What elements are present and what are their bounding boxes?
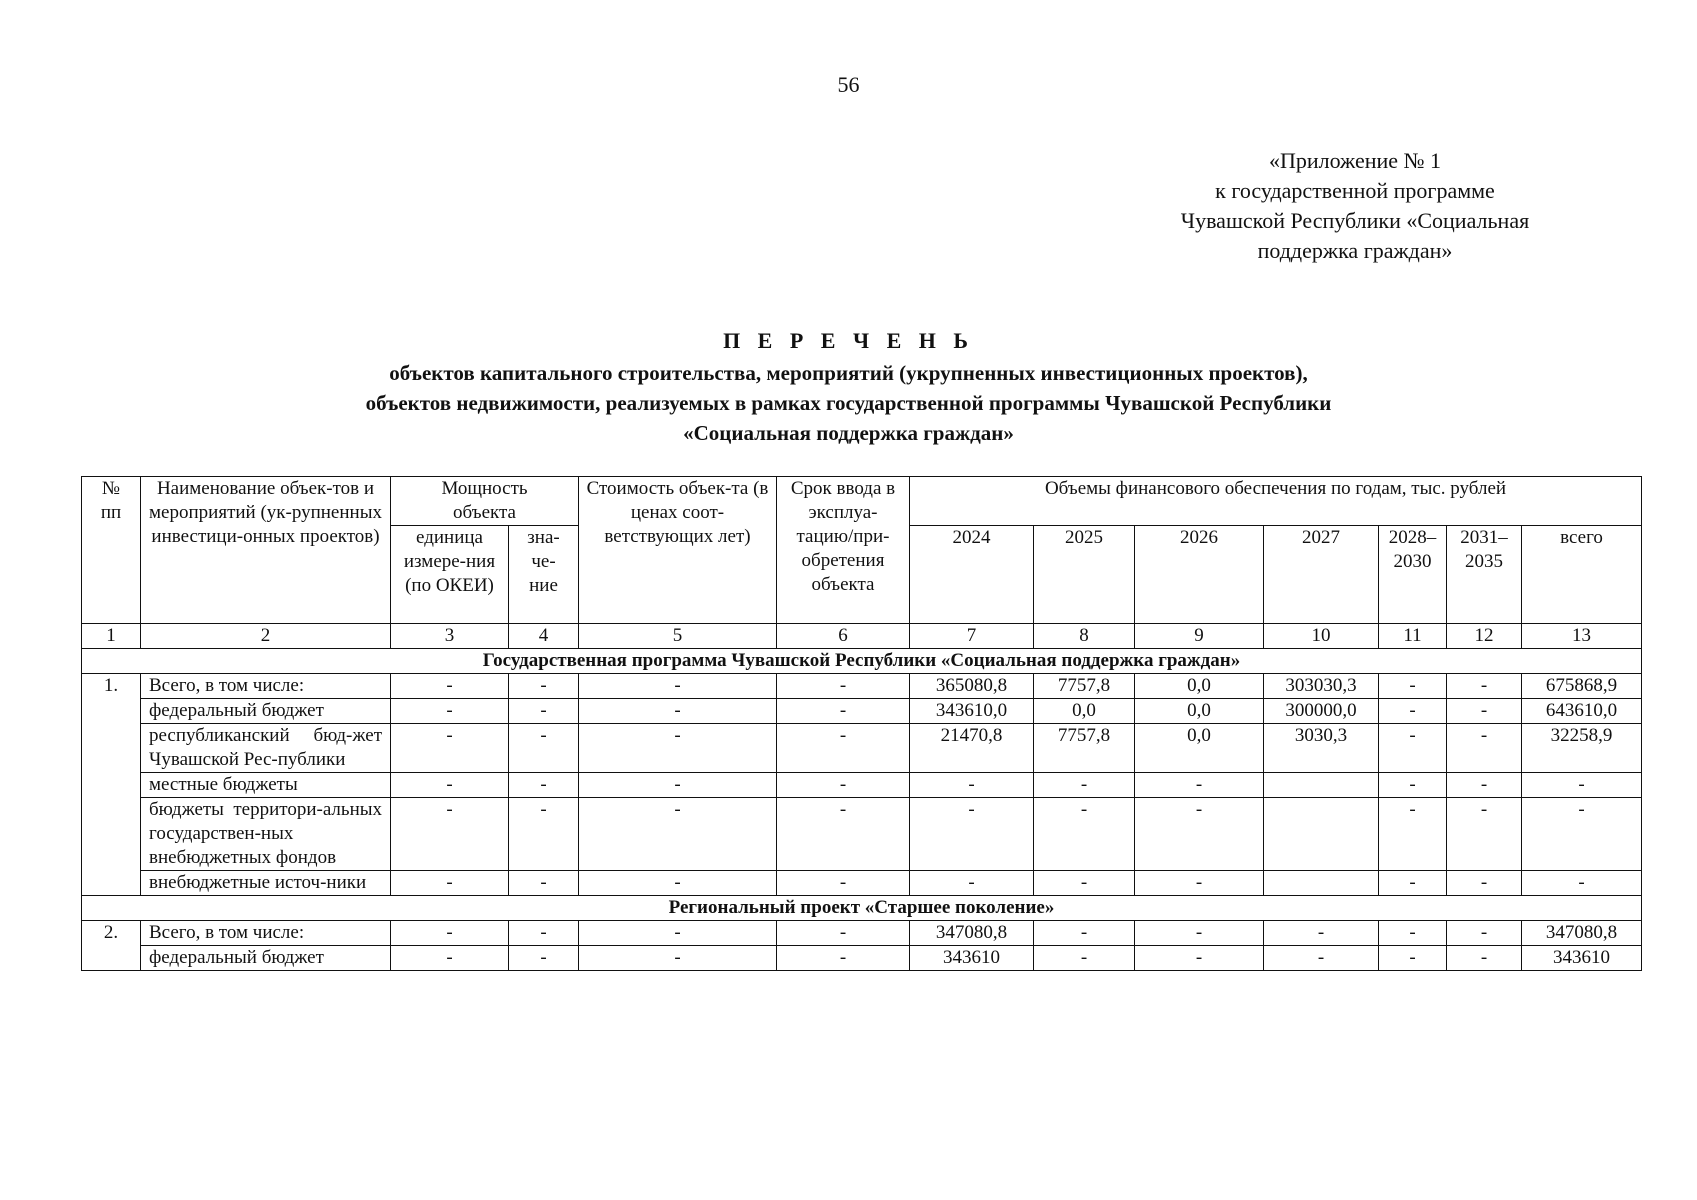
cell: - <box>579 871 777 896</box>
cell: - <box>509 871 579 896</box>
cell: - <box>777 798 910 871</box>
column-number: 3 <box>391 624 509 649</box>
cell: - <box>509 946 579 971</box>
cell: 0,0 <box>1135 724 1264 773</box>
column-number: 1 <box>82 624 141 649</box>
cell: - <box>579 921 777 946</box>
row-label: республиканский бюд-жет Чувашской Рес-публики <box>141 724 391 773</box>
header-2025: 2025 <box>1034 526 1135 624</box>
cell: - <box>579 798 777 871</box>
cell: 7757,8 <box>1034 724 1135 773</box>
cell: - <box>1264 946 1379 971</box>
cell: 675868,9 <box>1522 674 1642 699</box>
cell: - <box>1522 773 1642 798</box>
cell: - <box>910 798 1034 871</box>
cell: - <box>777 699 910 724</box>
cell: - <box>1135 946 1264 971</box>
appendix-line: к государственной программе <box>1215 178 1495 203</box>
cell: - <box>777 871 910 896</box>
row-label: Всего, в том числе: <box>141 674 391 699</box>
cell: - <box>777 674 910 699</box>
column-number: 13 <box>1522 624 1642 649</box>
header-name: Наименование объек-тов и мероприятий (ук-рупненных инвестици-онных проектов) <box>141 477 391 624</box>
cell: 300000,0 <box>1264 699 1379 724</box>
cell: - <box>579 946 777 971</box>
appendix-line: «Приложение № 1 <box>1268 148 1442 173</box>
appendix-line: поддержка граждан» <box>1257 238 1453 263</box>
row-label: федеральный бюджет <box>141 699 391 724</box>
cell: - <box>1379 798 1447 871</box>
header-num: № пп <box>82 477 141 624</box>
cell: 643610,0 <box>1522 699 1642 724</box>
cell: - <box>1447 871 1522 896</box>
cell: - <box>391 724 509 773</box>
header-unit: единица измере-ния (по ОКЕИ) <box>391 526 509 624</box>
cell: - <box>777 921 910 946</box>
table-row <box>82 921 1642 946</box>
header-2028-2030: 2028–2030 <box>1379 526 1447 624</box>
header-capacity: Мощность объекта <box>391 477 579 526</box>
section-row <box>82 896 1642 921</box>
table-row <box>82 946 1642 971</box>
cell: - <box>1135 798 1264 871</box>
header-term: Срок ввода в эксплуа-тацию/при-обретения объекта <box>777 477 910 624</box>
section-row <box>82 649 1642 674</box>
cell: 3030,3 <box>1264 724 1379 773</box>
subtitle-line: «Социальная поддержка граждан» <box>683 421 1014 445</box>
row-number: 1. <box>82 674 141 896</box>
cell: - <box>1447 674 1522 699</box>
cell: - <box>1034 946 1135 971</box>
table-row <box>82 871 1642 896</box>
cell: - <box>1379 946 1447 971</box>
cell: - <box>1135 871 1264 896</box>
cell: - <box>1522 871 1642 896</box>
cell: 0,0 <box>1034 699 1135 724</box>
header-total: всего <box>1522 526 1642 624</box>
appendix-line: Чувашской Республики «Социальная <box>1180 208 1530 233</box>
cell: 343610 <box>1522 946 1642 971</box>
cell: - <box>1264 921 1379 946</box>
objects-table <box>81 476 1642 971</box>
cell: - <box>1034 773 1135 798</box>
column-number: 6 <box>777 624 910 649</box>
table-row <box>82 798 1642 871</box>
cell: 347080,8 <box>910 921 1034 946</box>
cell <box>1264 798 1379 871</box>
table-row <box>82 724 1642 773</box>
cell: 32258,9 <box>1522 724 1642 773</box>
cell: - <box>1379 724 1447 773</box>
cell: - <box>1135 773 1264 798</box>
subtitle-line: объектов недвижимости, реализуемых в рамках государственной программы Чувашской Республики <box>365 391 1332 415</box>
cell <box>1264 773 1379 798</box>
cell: - <box>1034 871 1135 896</box>
cell: - <box>391 699 509 724</box>
cell: - <box>1447 773 1522 798</box>
header-row <box>82 477 1642 526</box>
table-row <box>82 699 1642 724</box>
column-number: 12 <box>1447 624 1522 649</box>
cell: - <box>1379 773 1447 798</box>
cell: - <box>1379 871 1447 896</box>
cell: - <box>509 921 579 946</box>
cell: 0,0 <box>1135 699 1264 724</box>
column-number: 4 <box>509 624 579 649</box>
cell: - <box>391 921 509 946</box>
cell: 343610 <box>910 946 1034 971</box>
header-2031-2035: 2031–2035 <box>1447 526 1522 624</box>
cell: - <box>1447 798 1522 871</box>
cell: - <box>509 699 579 724</box>
column-number: 9 <box>1135 624 1264 649</box>
cell: - <box>1447 724 1522 773</box>
cell: - <box>391 674 509 699</box>
cell: - <box>1447 699 1522 724</box>
cell: 365080,8 <box>910 674 1034 699</box>
cell: - <box>391 871 509 896</box>
section-title: Региональный проект «Старшее поколение» <box>82 896 1642 921</box>
cell: - <box>509 798 579 871</box>
page-number: 56 <box>837 72 860 97</box>
cell: - <box>910 773 1034 798</box>
cell: - <box>579 724 777 773</box>
appendix-note <box>1120 146 1590 266</box>
cell: - <box>1447 921 1522 946</box>
column-numbers-row <box>82 624 1642 649</box>
cell: 21470,8 <box>910 724 1034 773</box>
column-number: 7 <box>910 624 1034 649</box>
document-subtitle <box>0 358 1697 448</box>
cell <box>1264 871 1379 896</box>
cell: - <box>579 674 777 699</box>
cell: - <box>910 871 1034 896</box>
row-number: 2. <box>82 921 141 971</box>
cell: - <box>509 724 579 773</box>
cell: - <box>1379 921 1447 946</box>
row-label: местные бюджеты <box>141 773 391 798</box>
row-label: Всего, в том числе: <box>141 921 391 946</box>
cell: - <box>1379 674 1447 699</box>
cell: - <box>1034 921 1135 946</box>
cell: - <box>579 699 777 724</box>
section-title: Государственная программа Чувашской Республики «Социальная поддержка граждан» <box>82 649 1642 674</box>
subtitle-line: объектов капитального строительства, мероприятий (укрупненных инвестиционных проектов), <box>389 361 1308 385</box>
cell: - <box>391 946 509 971</box>
column-number: 2 <box>141 624 391 649</box>
cell: 303030,3 <box>1264 674 1379 699</box>
document-title: П Е Р Е Ч Е Н Ь <box>723 328 974 353</box>
table-row <box>82 674 1642 699</box>
column-number: 10 <box>1264 624 1379 649</box>
column-number: 11 <box>1379 624 1447 649</box>
cell: 347080,8 <box>1522 921 1642 946</box>
row-label: федеральный бюджет <box>141 946 391 971</box>
header-value: зна-че-ние <box>509 526 579 624</box>
cell: - <box>509 674 579 699</box>
cell: - <box>391 798 509 871</box>
cell: - <box>1034 798 1135 871</box>
cell: - <box>509 773 579 798</box>
header-funding: Объемы финансового обеспечения по годам, тыс. рублей <box>910 477 1642 526</box>
cell: - <box>777 773 910 798</box>
header-2026: 2026 <box>1135 526 1264 624</box>
cell: - <box>1379 699 1447 724</box>
cell: - <box>777 724 910 773</box>
table-row <box>82 773 1642 798</box>
row-label: бюджеты территори-альных государствен-ных внебюджетных фондов <box>141 798 391 871</box>
column-number: 8 <box>1034 624 1135 649</box>
cell: 0,0 <box>1135 674 1264 699</box>
cell: - <box>1135 921 1264 946</box>
cell: - <box>777 946 910 971</box>
cell: - <box>391 773 509 798</box>
header-cost: Стоимость объек-та (в ценах соот-ветствующих лет) <box>579 477 777 624</box>
header-2024: 2024 <box>910 526 1034 624</box>
column-number: 5 <box>579 624 777 649</box>
header-2027: 2027 <box>1264 526 1379 624</box>
cell: - <box>1447 946 1522 971</box>
cell: - <box>579 773 777 798</box>
cell: - <box>1522 798 1642 871</box>
cell: 343610,0 <box>910 699 1034 724</box>
cell: 7757,8 <box>1034 674 1135 699</box>
row-label: внебюджетные источ-ники <box>141 871 391 896</box>
